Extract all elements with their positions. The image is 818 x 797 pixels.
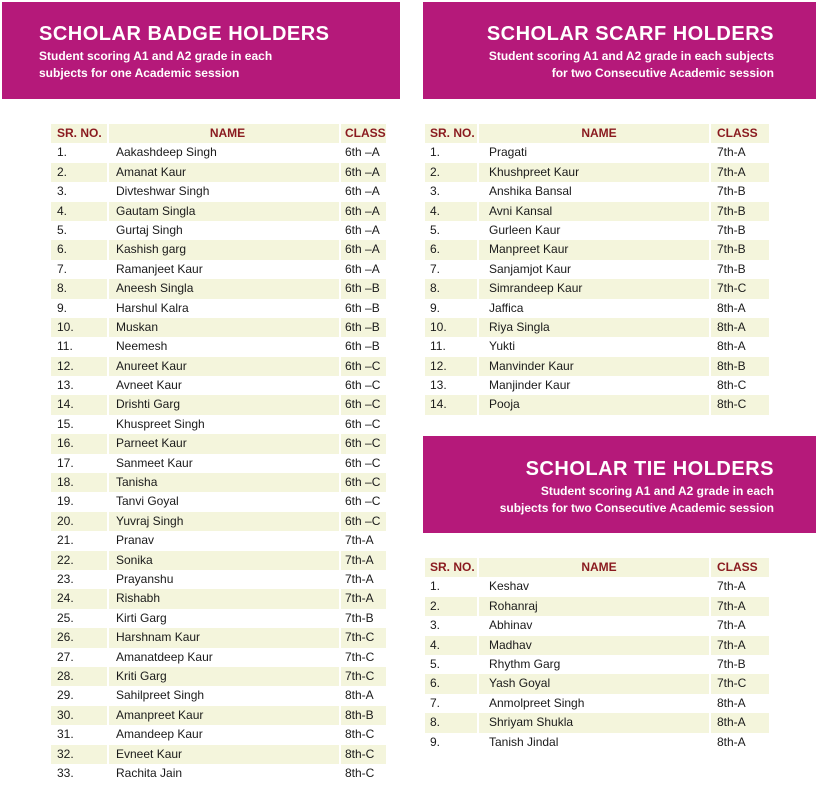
row-class: 8th-C [717, 378, 747, 393]
table-row [51, 512, 386, 531]
row-class: 6th –A [345, 203, 380, 218]
row-sr-no: 21. [57, 533, 74, 548]
row-sr-no: 25. [57, 610, 74, 625]
row-class: 6th –C [345, 513, 381, 528]
row-name: Abhinav [489, 618, 533, 633]
row-name: Aneesh Singla [116, 281, 194, 296]
row-name: Prayanshu [116, 571, 174, 586]
table-row [51, 454, 386, 473]
row-sr-no: 27. [57, 649, 74, 664]
row-class: 6th –B [345, 300, 380, 315]
table-row [51, 725, 386, 744]
row-sr-no: 30. [57, 707, 74, 722]
row-name: Rhythm Garg [489, 656, 561, 671]
scarf-holders-table [425, 124, 769, 415]
row-class: 8th-A [717, 695, 746, 710]
row-sr-no: 15. [57, 416, 74, 431]
row-class: 8th-A [717, 300, 746, 315]
badge-holders-banner [2, 2, 400, 99]
row-class: 7th-A [717, 145, 746, 160]
row-name: Ramanjeet Kaur [116, 261, 203, 276]
table-row [51, 628, 386, 647]
row-name: Aakashdeep Singh [116, 145, 217, 160]
table-row [425, 337, 769, 356]
row-sr-no: 20. [57, 513, 74, 528]
row-class: 7th-B [717, 261, 746, 276]
row-class: 7th-B [717, 656, 746, 671]
table-row [51, 745, 386, 764]
row-class: 6th –A [345, 261, 380, 276]
row-sr-no: 31. [57, 727, 74, 742]
row-name: Sanmeet Kaur [116, 455, 193, 470]
row-class: 7th-A [717, 618, 746, 633]
row-name: Madhav [489, 637, 532, 652]
scarf-holders-banner [423, 2, 816, 99]
row-name: Keshav [489, 579, 530, 594]
row-class: 6th –B [345, 281, 380, 296]
header-name: NAME [581, 560, 617, 574]
tie-holders-banner [423, 436, 816, 533]
row-sr-no: 1. [430, 579, 441, 594]
badge-subtitle-line-1: Student scoring A1 and A2 grade in each [39, 49, 273, 63]
row-sr-no: 7. [57, 261, 68, 276]
row-sr-no: 29. [57, 688, 74, 703]
table-row [425, 260, 769, 279]
row-name: Harshnam Kaur [116, 630, 201, 645]
table-row [51, 570, 386, 589]
row-name: Drishti Garg [116, 397, 181, 412]
table-row [425, 240, 769, 259]
row-class: 7th-A [717, 164, 746, 179]
row-class: 7th-C [717, 676, 747, 691]
table-row [425, 163, 769, 182]
row-sr-no: 2. [57, 164, 68, 179]
row-sr-no: 4. [430, 637, 441, 652]
header-sr-no: SR. NO. [430, 126, 475, 140]
row-class: 6th –C [345, 416, 381, 431]
table-row [425, 202, 769, 221]
scarf-holders-title: SCHOLAR SCARF HOLDERS [486, 23, 774, 45]
row-class: 6th –B [345, 319, 380, 334]
table-row [51, 473, 386, 492]
row-class: 6th –C [345, 358, 381, 373]
table-row [51, 318, 386, 337]
row-name: Rohanraj [489, 598, 538, 613]
header-sr-no: SR. NO. [57, 126, 102, 140]
row-class: 6th –A [345, 242, 380, 257]
row-name: Pooja [489, 397, 520, 412]
row-name: Amanatdeep Kaur [116, 649, 213, 664]
table-row [425, 376, 769, 395]
row-name: Avneet Kaur [116, 378, 182, 393]
row-class: 8th-B [345, 707, 374, 722]
row-sr-no: 5. [430, 656, 441, 671]
badge-subtitle-line-2: subjects for one Academic session [39, 66, 240, 80]
row-sr-no: 19. [57, 494, 74, 509]
header-sr-no: SR. NO. [430, 560, 475, 574]
table-row [51, 143, 386, 162]
row-name: Manjinder Kaur [489, 378, 571, 393]
row-sr-no: 9. [430, 734, 441, 749]
row-class: 6th –B [345, 339, 380, 354]
tie-holders-table [425, 558, 769, 752]
table-row [425, 636, 769, 655]
row-name: Neemesh [116, 339, 168, 354]
row-name: Sahilpreet Singh [116, 688, 205, 703]
table-row [425, 357, 769, 376]
row-class: 7th-B [345, 610, 374, 625]
table-row [425, 694, 769, 713]
row-sr-no: 26. [57, 630, 74, 645]
row-sr-no: 3. [430, 184, 441, 199]
row-class: 8th-C [345, 765, 375, 780]
row-sr-no: 13. [57, 378, 74, 393]
row-sr-no: 6. [57, 242, 68, 257]
row-class: 8th-A [717, 339, 746, 354]
header-class: CLASS [717, 560, 758, 574]
table-row [51, 415, 386, 434]
row-sr-no: 24. [57, 591, 74, 606]
row-class: 6th –C [345, 397, 381, 412]
table-row [51, 202, 386, 221]
row-sr-no: 14. [430, 397, 447, 412]
table-row [425, 221, 769, 240]
table-row [425, 616, 769, 635]
row-sr-no: 16. [57, 436, 74, 451]
row-class: 6th –C [345, 436, 381, 451]
row-sr-no: 8. [430, 715, 441, 730]
row-sr-no: 4. [57, 203, 68, 218]
row-sr-no: 10. [430, 319, 447, 334]
row-name: Gautam Singla [116, 203, 196, 218]
row-sr-no: 9. [430, 300, 441, 315]
row-class: 7th-B [717, 184, 746, 199]
scarf-subtitle-line-1: Student scoring A1 and A2 grade in each subjects [488, 49, 774, 63]
table-row [425, 318, 769, 337]
row-class: 6th –A [345, 222, 380, 237]
table-row [51, 648, 386, 667]
tie-holders-subtitle [423, 483, 774, 517]
badge-holders-title: SCHOLAR BADGE HOLDERS [39, 23, 330, 45]
table-row [51, 260, 386, 279]
row-class: 7th-A [345, 552, 374, 567]
table-row [51, 163, 386, 182]
table-row [425, 143, 769, 162]
row-name: Anureet Kaur [116, 358, 187, 373]
row-name: Evneet Kaur [116, 746, 183, 761]
row-name: Kriti Garg [116, 668, 167, 683]
scarf-subtitle-line-2: for two Consecutive Academic session [551, 66, 774, 80]
row-class: 6th –C [345, 455, 381, 470]
row-sr-no: 11. [430, 339, 446, 354]
row-sr-no: 9. [57, 300, 68, 315]
row-sr-no: 8. [57, 281, 68, 296]
table-row [425, 182, 769, 201]
row-name: Rishabh [116, 591, 161, 606]
row-sr-no: 2. [430, 598, 441, 613]
table-header-row [425, 124, 769, 143]
row-name: Avni Kansal [489, 203, 553, 218]
row-sr-no: 5. [430, 222, 441, 237]
tie-subtitle-line-1: Student scoring A1 and A2 grade in each [540, 484, 774, 498]
table-row [51, 609, 386, 628]
tie-holders-title: SCHOLAR TIE HOLDERS [525, 458, 774, 480]
table-row [51, 434, 386, 453]
table-row [425, 597, 769, 616]
row-name: Sanjamjot Kaur [489, 261, 572, 276]
badge-holders-table [51, 124, 386, 783]
row-name: Amanat Kaur [116, 164, 187, 179]
row-sr-no: 7. [430, 695, 441, 710]
row-name: Yash Goyal [489, 676, 551, 691]
table-row [425, 299, 769, 318]
row-sr-no: 1. [430, 145, 441, 160]
row-class: 8th-C [345, 746, 375, 761]
table-row [51, 221, 386, 240]
row-class: 8th-A [717, 319, 746, 334]
table-header-row [425, 558, 769, 577]
row-name: Anshika Bansal [489, 184, 572, 199]
row-class: 7th-A [345, 591, 374, 606]
row-name: Khushpreet Kaur [489, 164, 580, 179]
row-class: 7th-C [345, 630, 375, 645]
row-class: 6th –C [345, 378, 381, 393]
table-row [51, 240, 386, 259]
row-name: Kirti Garg [116, 610, 167, 625]
row-class: 7th-C [345, 649, 375, 664]
row-sr-no: 3. [57, 184, 68, 199]
table-row [425, 279, 769, 298]
header-name: NAME [581, 126, 617, 140]
row-class: 7th-A [345, 533, 374, 548]
table-row [51, 182, 386, 201]
row-class: 7th-A [717, 598, 746, 613]
row-name: Manpreet Kaur [489, 242, 569, 257]
row-sr-no: 8. [430, 281, 441, 296]
row-class: 6th –A [345, 164, 380, 179]
header-class: CLASS [717, 126, 758, 140]
table-row [51, 551, 386, 570]
row-sr-no: 7. [430, 261, 441, 276]
row-name: Amanpreet Kaur [116, 707, 204, 722]
row-class: 7th-C [717, 281, 747, 296]
header-class: CLASS [345, 126, 386, 140]
row-name: Gurleen Kaur [489, 222, 561, 237]
row-name: Tanvi Goyal [116, 494, 179, 509]
row-class: 7th-B [717, 242, 746, 257]
row-sr-no: 22. [57, 552, 74, 567]
row-name: Shriyam Shukla [489, 715, 574, 730]
row-class: 8th-B [717, 358, 746, 373]
table-row [51, 686, 386, 705]
row-class: 7th-B [717, 203, 746, 218]
row-name: Anmolpreet Singh [489, 695, 585, 710]
row-name: Manvinder Kaur [489, 358, 574, 373]
row-class: 6th –A [345, 145, 380, 160]
table-row [51, 337, 386, 356]
table-row [51, 279, 386, 298]
table-row [51, 395, 386, 414]
row-name: Pranav [116, 533, 155, 548]
row-class: 8th-A [345, 688, 374, 703]
table-row [425, 713, 769, 732]
header-name: NAME [209, 126, 246, 140]
table-row [51, 531, 386, 550]
row-sr-no: 5. [57, 222, 68, 237]
table-row [51, 764, 386, 783]
table-row [425, 577, 769, 596]
table-row [425, 674, 769, 693]
row-sr-no: 3. [430, 618, 441, 633]
row-sr-no: 6. [430, 242, 441, 257]
row-name: Yuvraj Singh [116, 513, 184, 528]
row-sr-no: 28. [57, 668, 74, 683]
row-sr-no: 6. [430, 676, 441, 691]
row-sr-no: 12. [57, 358, 74, 373]
row-name: Gurtaj Singh [116, 222, 183, 237]
table-header-row [51, 124, 386, 143]
table-row [425, 733, 769, 752]
row-sr-no: 10. [57, 319, 74, 334]
row-class: 8th-A [717, 715, 746, 730]
row-class: 7th-A [717, 579, 746, 594]
row-class: 7th-B [717, 222, 746, 237]
table-row [425, 655, 769, 674]
row-class: 7th-A [717, 637, 746, 652]
scarf-holders-subtitle [423, 48, 774, 82]
row-name: Jaffica [489, 300, 524, 315]
table-row [51, 667, 386, 686]
row-sr-no: 33. [57, 765, 74, 780]
row-name: Parneet Kaur [116, 436, 187, 451]
row-name: Pragati [489, 145, 528, 160]
row-class: 7th-C [345, 668, 375, 683]
row-name: Yukti [489, 339, 516, 354]
row-sr-no: 4. [430, 203, 441, 218]
row-class: 7th-A [345, 571, 374, 586]
badge-holders-subtitle [39, 48, 400, 82]
row-name: Tanish Jindal [489, 734, 559, 749]
table-row [51, 589, 386, 608]
row-sr-no: 18. [57, 475, 74, 490]
row-name: Divteshwar Singh [116, 184, 210, 199]
row-class: 8th-C [717, 397, 747, 412]
row-class: 6th –A [345, 184, 380, 199]
row-sr-no: 1. [57, 145, 68, 160]
table-row [51, 376, 386, 395]
tie-subtitle-line-2: subjects for two Consecutive Academic session [499, 501, 774, 515]
row-sr-no: 13. [430, 378, 447, 393]
row-sr-no: 12. [430, 358, 447, 373]
row-name: Tanisha [116, 475, 158, 490]
row-name: Riya Singla [489, 319, 550, 334]
row-name: Rachita Jain [116, 765, 183, 780]
row-sr-no: 32. [57, 746, 74, 761]
row-name: Simrandeep Kaur [489, 281, 583, 296]
row-class: 8th-A [717, 734, 746, 749]
row-class: 6th –C [345, 494, 381, 509]
row-name: Muskan [116, 319, 159, 334]
table-row [425, 395, 769, 414]
row-name: Harshul Kalra [116, 300, 189, 315]
table-row [51, 706, 386, 725]
row-name: Amandeep Kaur [116, 727, 203, 742]
row-name: Kashish garg [116, 242, 187, 257]
row-class: 6th –C [345, 475, 381, 490]
table-row [51, 299, 386, 318]
row-sr-no: 23. [57, 571, 74, 586]
row-sr-no: 11. [57, 339, 73, 354]
row-name: Sonika [116, 552, 153, 567]
row-class: 8th-C [345, 727, 375, 742]
row-sr-no: 14. [57, 397, 74, 412]
table-row [51, 492, 386, 511]
table-row [51, 357, 386, 376]
row-name: Khuspreet Singh [116, 416, 205, 431]
row-sr-no: 17. [57, 455, 74, 470]
row-sr-no: 2. [430, 164, 441, 179]
